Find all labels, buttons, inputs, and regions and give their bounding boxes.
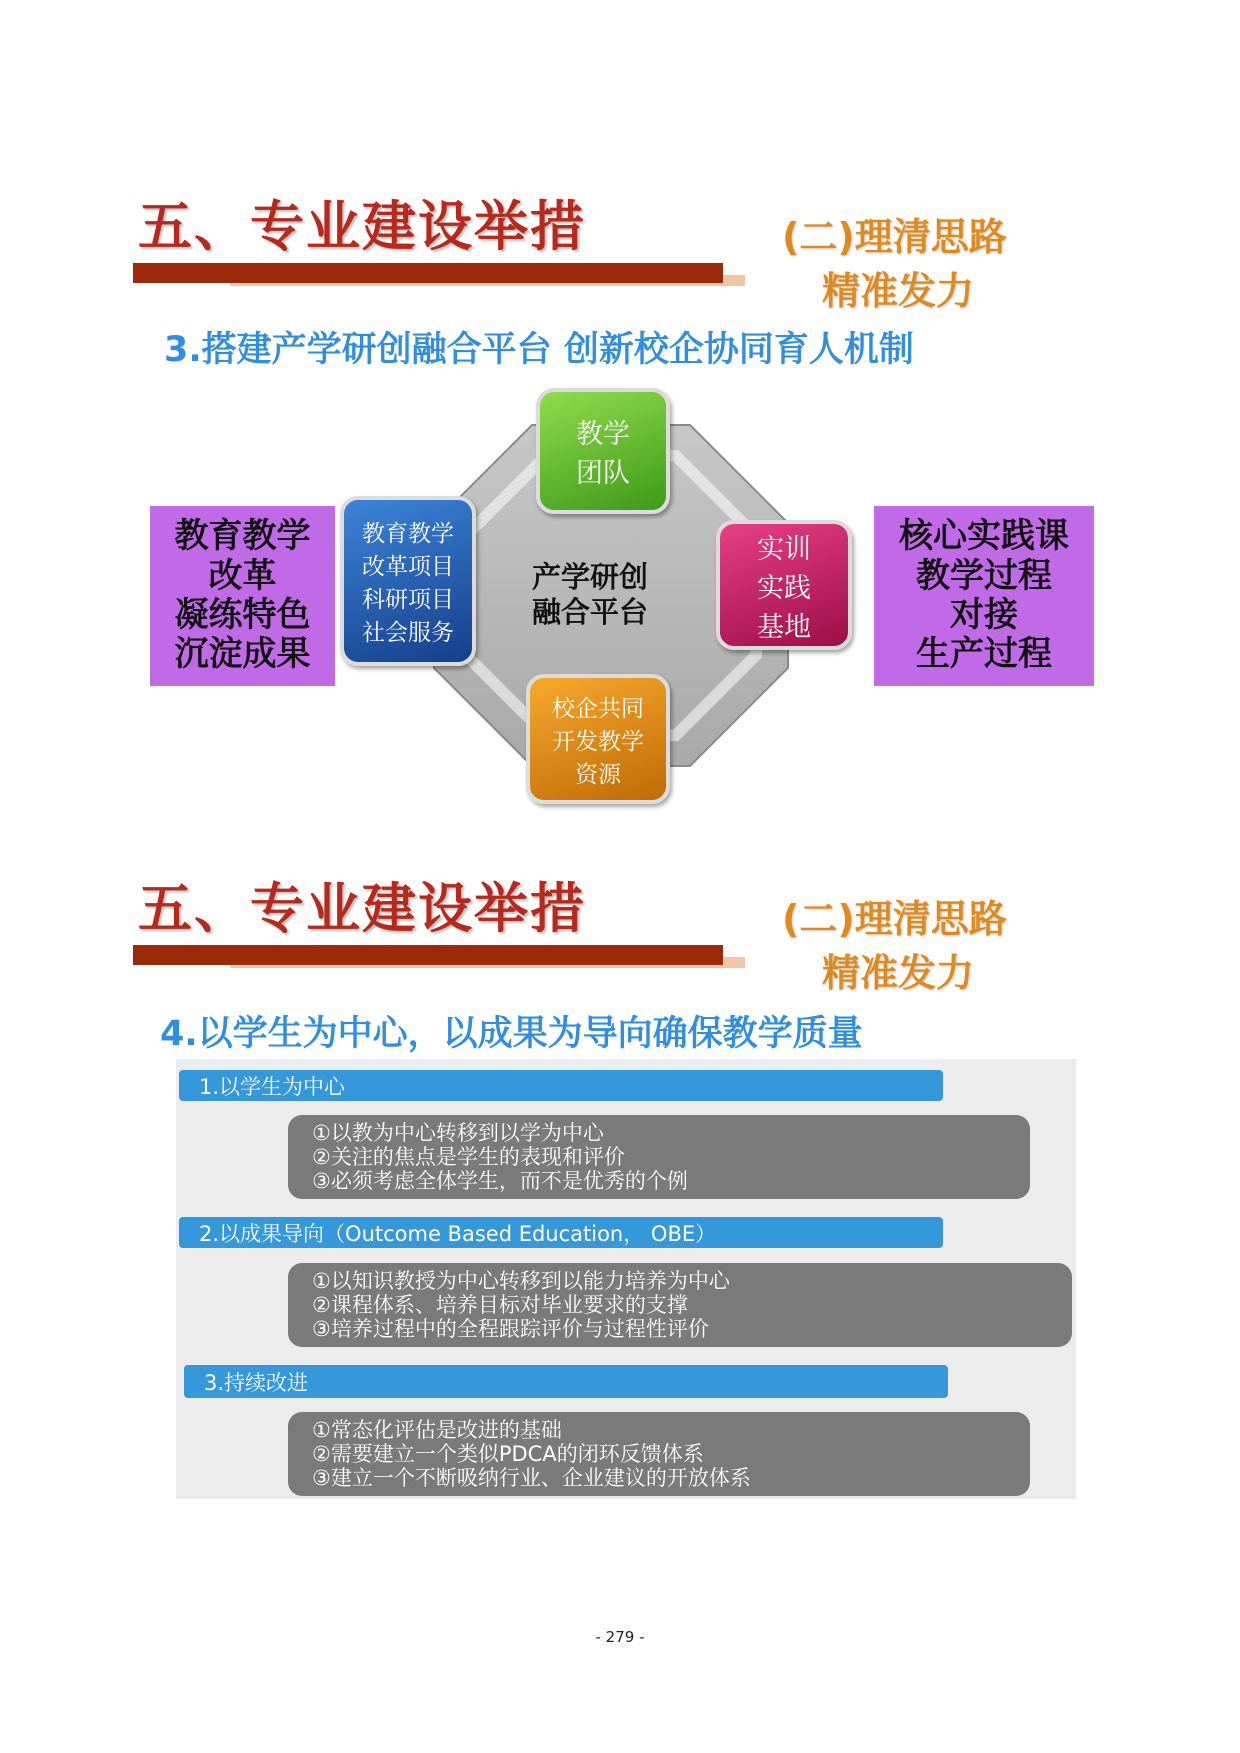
page-number: - 279 -: [595, 1628, 645, 1646]
list-item: ①常态化评估是改进的基础: [312, 1418, 562, 1442]
tile-line: 资源: [575, 761, 621, 788]
list-item: ②需要建立一个类似PDCA的闭环反馈体系: [312, 1442, 704, 1467]
section-subtitle: (二)理清思路: [782, 897, 1007, 941]
tile-line: 教学: [576, 419, 630, 450]
list-item: ③培养过程中的全程跟踪评价与过程性评价: [312, 1317, 709, 1342]
list-item: ①以教为中心转移到以学为中心: [312, 1121, 604, 1145]
tile-line: 开发教学: [552, 728, 644, 755]
center-line: 融合平台: [531, 594, 648, 629]
left-box-line: 教育教学: [174, 516, 311, 557]
center-line: 产学研创: [531, 560, 648, 594]
list-item: ②关注的焦点是学生的表现和评价: [312, 1145, 625, 1170]
tile-line: 科研项目: [362, 587, 454, 613]
principles-panel: [176, 1059, 1076, 1499]
list-item: ③必须考虑全体学生，而不是优秀的个例: [312, 1169, 688, 1194]
section-title: 五、专业建设举措: [138, 194, 586, 258]
group-items-box: [288, 1115, 1030, 1199]
title-underline-dark: [133, 263, 723, 283]
title-underline-dark: [133, 945, 723, 965]
right-box-line: 教学过程: [916, 555, 1052, 596]
group-items-box: [288, 1412, 1030, 1496]
tile-line: 教育教学: [362, 521, 454, 547]
group-items-box: [288, 1263, 1072, 1347]
left-box-line: 改革: [208, 555, 277, 596]
section-subtitle: (二)理清思路: [782, 215, 1007, 259]
list-item: ①以知识教授为中心转移到以能力培养为中心: [312, 1269, 730, 1293]
group-header: 2.以成果导向（Outcome Based Education， OBE）: [179, 1217, 943, 1248]
tile-teaching-team: [536, 388, 670, 514]
tile-projects-services: [340, 496, 476, 666]
group-header: 3.持续改进: [184, 1365, 948, 1398]
left-box-line: 凝练特色: [174, 595, 311, 635]
tile-line: 改革项目: [362, 554, 454, 580]
tile-line: 团队: [576, 458, 630, 489]
platform-diagram: [140, 380, 1100, 820]
group-header: 1.以学生为中心: [179, 1070, 943, 1101]
tile-line: 社会服务: [362, 620, 454, 646]
section-heading: 3.搭建产学研创融合平台 创新校企协同育人机制: [164, 330, 914, 370]
tile-line: 基地: [757, 611, 811, 643]
right-box-line: 对接: [950, 595, 1018, 635]
left-box-line: 沉淀成果: [174, 634, 311, 675]
section-heading: 4.以学生为中心，以成果为导向确保教学质量: [160, 1014, 863, 1054]
tile-line: 校企共同: [552, 695, 644, 722]
list-item: ③建立一个不断吸纳行业、企业建议的开放体系: [312, 1466, 751, 1491]
tile-training-base: [716, 520, 852, 650]
right-summary-box: [874, 506, 1094, 686]
section-subtitle: 精准发力: [822, 269, 975, 313]
left-summary-box: [150, 506, 335, 686]
platform-center-label: [520, 560, 660, 630]
section-subtitle: 精准发力: [822, 951, 975, 995]
tile-line: 实训: [757, 533, 811, 565]
tile-joint-resources: [526, 674, 670, 804]
section-title: 五、专业建设举措: [138, 876, 586, 940]
list-item: ②课程体系、培养目标对毕业要求的支撑: [312, 1293, 688, 1318]
right-box-line: 核心实践课: [899, 516, 1069, 557]
tile-line: 实践: [757, 572, 811, 604]
right-box-line: 生产过程: [916, 634, 1052, 675]
